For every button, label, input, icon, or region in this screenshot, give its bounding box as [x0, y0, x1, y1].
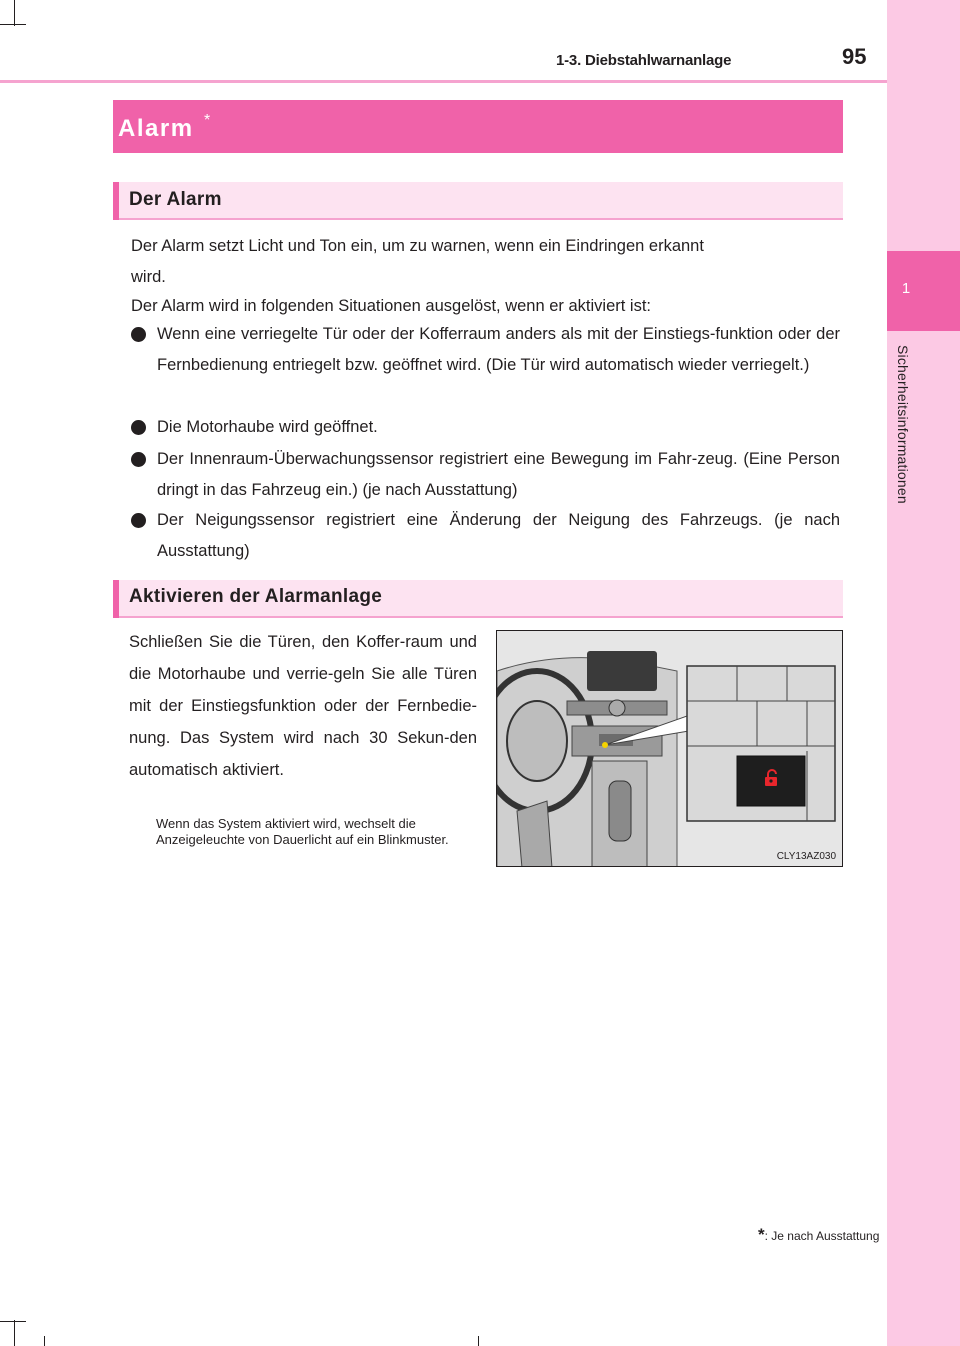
chapter-label: Sicherheitsinformationen [895, 345, 911, 504]
title-footnote-mark: * [204, 112, 211, 129]
bullet-dot [131, 420, 146, 435]
section-bar [113, 182, 843, 220]
intro-line: Der Alarm setzt Licht und Ton ein, um zu warnen, wenn ein Eindringen erkannt [131, 237, 704, 255]
figure-code: CLY13AZ030 [776, 851, 836, 862]
crop-mark [0, 24, 26, 25]
dashboard-drawing [497, 631, 843, 867]
page-number: 95 [842, 44, 867, 69]
instruction-text: Schließen Sie die Türen, den Koffer-raum und die Motorhaube und verrie-geln Sie alle Türen mit der Einstiegsfunktion oder der Fernbedie-nung. Das System wird nach 30 Sekun-den automatisch aktiviert. [129, 633, 477, 779]
bullet-dot [131, 452, 146, 467]
intro-line: wird. [131, 268, 166, 286]
bullet-dot [131, 327, 146, 342]
crop-mark [44, 1336, 45, 1346]
section-title: Der Alarm [129, 189, 222, 210]
note-text: Wenn das System aktiviert wird, wechselt die Anzeigeleuchte von Dauerlicht auf ein Blinkmuster. [156, 816, 449, 847]
chapter-side-tab [887, 0, 960, 1346]
footnote [758, 1225, 879, 1245]
crop-mark [14, 0, 15, 26]
bullet-item: Der Innenraum-Überwachungssensor registriert eine Bewegung im Fahr-zeug. (Eine Person dringt in das Fahrzeug ein.) (je nach Ausstattung) [157, 450, 840, 499]
footnote-mark: * [758, 1225, 765, 1244]
bullet-item: Wenn eine verriegelte Tür oder der Kofferraum anders als mit der Einstiegs-funktion oder der Fernbedienung entriegelt bzw. geöffnet wird. (Die Tür wird automatisch wieder verriegelt.) [157, 325, 840, 374]
crop-mark [14, 1320, 15, 1346]
page-title: Alarm [118, 115, 194, 142]
bullet-dot [131, 513, 146, 528]
header-rule [0, 80, 887, 83]
chapter-number: 1 [901, 280, 911, 297]
bullet-item: Die Motorhaube wird geöffnet. [157, 418, 378, 436]
crop-mark [478, 1336, 479, 1346]
section-marker [113, 580, 119, 618]
section-title: Aktivieren der Alarmanlage [129, 586, 383, 607]
section-marker [113, 182, 119, 220]
crop-mark [0, 1321, 26, 1322]
title-bar [113, 100, 843, 153]
running-header-chapter: 1-3. Diebstahlwarnanlage [556, 52, 732, 69]
bullet-item: Der Neigungssensor registriert eine Änderung der Neigung des Fahrzeugs. (je nach Ausstattung) [157, 511, 840, 560]
dashboard-illustration [496, 630, 843, 867]
intro-line: Der Alarm wird in folgenden Situationen ausgelöst, wenn er aktiviert ist: [131, 297, 652, 315]
footnote-text: : Je nach Ausstattung [764, 1229, 880, 1243]
security-indicator-lock-icon [763, 769, 781, 787]
